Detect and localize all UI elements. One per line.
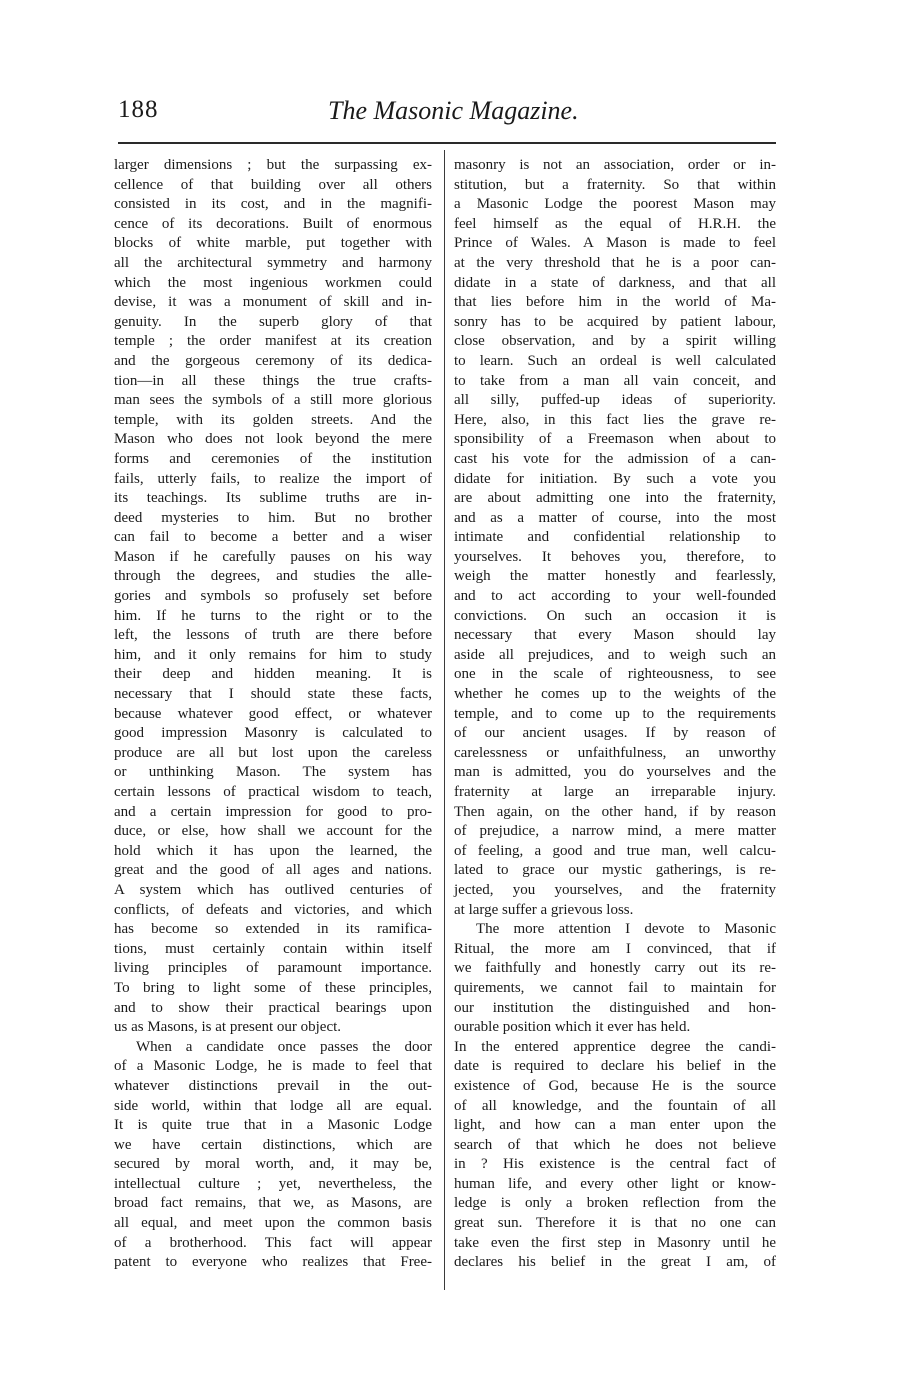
text-line: man sees the symbols of a still more glorious bbox=[114, 392, 432, 409]
text-line: at large suffer a grievous loss. bbox=[454, 901, 634, 918]
text-line: existence of God, because He is the source bbox=[454, 1077, 776, 1094]
text-line: necessary that every Mason should lay bbox=[454, 627, 776, 644]
left-column bbox=[114, 156, 432, 1273]
text-line: To bring to light some of these principles, bbox=[114, 979, 432, 996]
text-line: didate in a state of darkness, and that all bbox=[454, 274, 776, 291]
text-line: man is admitted, you do yourselves and the bbox=[454, 764, 776, 781]
text-line: of prejudice, a narrow mind, a mere matter bbox=[454, 823, 776, 840]
text-line: sponsibility of a Freemason when about to bbox=[454, 431, 776, 448]
text-line: side world, within that lodge all are equal. bbox=[114, 1097, 432, 1114]
text-line: quirements, we cannot fail to maintain for bbox=[454, 979, 776, 996]
text-line: fails, utterly fails, to realize the import of bbox=[114, 470, 432, 487]
text-line: that lies before him in the world of Ma- bbox=[454, 294, 776, 311]
text-line: can fail to become a better and a wiser bbox=[114, 529, 432, 546]
text-line: yourselves. It behoves you, therefore, to bbox=[454, 548, 776, 565]
text-line: declares his belief in the great I am, of bbox=[454, 1254, 776, 1271]
text-line: necessary that I should state these facts, bbox=[114, 686, 432, 703]
text-line: us as Masons, is at present our object. bbox=[114, 1019, 342, 1036]
text-line: hold which it has upon the learned, the bbox=[114, 842, 432, 859]
text-line: all the architectural symmetry and harmony bbox=[114, 254, 432, 271]
text-line: Here, also, in this fact lies the grave re- bbox=[454, 411, 776, 428]
text-line: conflicts, of defeats and victories, and which bbox=[114, 901, 432, 918]
text-line: of a Masonic Lodge, he is made to feel that bbox=[114, 1058, 432, 1075]
text-line: blocks of white marble, put together with bbox=[114, 235, 432, 252]
text-line: ourable position which it ever has held. bbox=[454, 1019, 691, 1036]
text-line: and as a matter of course, into the most bbox=[454, 509, 776, 526]
text-line: devise, it was a monument of skill and in- bbox=[114, 294, 432, 311]
text-line: date is required to declare his belief in the bbox=[454, 1058, 776, 1075]
page-number: 188 bbox=[118, 96, 159, 123]
text-line: lated to grace our mystic gatherings, is re- bbox=[454, 862, 776, 879]
text-line: Then again, on the other hand, if by reason bbox=[454, 803, 776, 820]
text-line: good impression Masonry is calculated to bbox=[114, 725, 432, 742]
text-line: tion—in all these things the true crafts- bbox=[114, 372, 432, 389]
text-line: temple, with its golden streets. And the bbox=[114, 411, 432, 428]
text-line: we have certain distinctions, which are bbox=[114, 1136, 432, 1153]
column-divider bbox=[444, 150, 445, 1290]
text-line: all silly, puffed-up ideas of superiority. bbox=[454, 392, 776, 409]
text-line: or unthinking Mason. The system has bbox=[114, 764, 432, 781]
text-line: him. If he turns to the right or to the bbox=[114, 607, 432, 624]
text-line: of feeling, a good and true man, well calcu- bbox=[454, 842, 776, 859]
text-line: whether he comes up to the weights of the bbox=[454, 686, 776, 703]
text-line: and the gorgeous ceremony of its dedica- bbox=[114, 352, 432, 369]
text-line: fraternity at large an irreparable injury. bbox=[454, 784, 776, 800]
text-line: take even the first step in Masonry until he bbox=[454, 1234, 776, 1251]
text-line: jected, you yourselves, and the fraternity bbox=[454, 881, 776, 898]
text-line: Ritual, the more am I convinced, that if bbox=[454, 940, 776, 957]
running-title: The Masonic Magazine. bbox=[328, 96, 579, 125]
text-line: The more attention I devote to Masonic bbox=[476, 921, 776, 938]
text-line: its teachings. Its sublime truths are in- bbox=[114, 490, 432, 507]
text-line: all equal, and meet upon the common basis bbox=[114, 1215, 432, 1232]
text-line: larger dimensions ; but the surpassing ex- bbox=[114, 157, 432, 173]
text-line: and a certain impression for good to pro- bbox=[114, 803, 432, 820]
text-line: which the most ingenious workmen could bbox=[114, 274, 432, 291]
text-line: stitution, but a fraternity. So that within bbox=[454, 176, 776, 193]
text-line: of our ancient usages. If by reason of bbox=[454, 725, 776, 742]
text-line: light, and how can a man enter upon the bbox=[454, 1117, 776, 1134]
text-line: gories and symbols so profusely set before bbox=[114, 588, 432, 605]
text-line: patent to everyone who realizes that Free- bbox=[114, 1254, 432, 1271]
text-line: whatever distinctions prevail in the out- bbox=[114, 1077, 432, 1094]
text-line: intimate and confidential relationship to bbox=[454, 529, 776, 546]
text-line: When a candidate once passes the door bbox=[136, 1038, 432, 1055]
text-line: certain lessons of practical wisdom to teach, bbox=[114, 784, 432, 800]
text-line: temple ; the order manifest at its creation bbox=[114, 333, 432, 350]
text-line: cellence of that building over all others bbox=[114, 176, 432, 193]
text-line: of a brotherhood. This fact will appear bbox=[114, 1234, 432, 1251]
text-line: living principles of paramount importance. bbox=[114, 960, 432, 977]
text-line: tions, must certainly contain within itself bbox=[114, 940, 432, 957]
text-line: intellectual culture ; yet, nevertheless, the bbox=[114, 1175, 432, 1192]
text-line: genuity. In the superb glory of that bbox=[114, 313, 432, 330]
text-line: to take from a man all vain conceit, and bbox=[454, 372, 776, 389]
text-line: left, the lessons of truth are there before bbox=[114, 627, 432, 644]
text-line: didate for initiation. By such a vote you bbox=[454, 470, 776, 487]
text-line: In the entered apprentice degree the candi- bbox=[454, 1038, 776, 1055]
page-header bbox=[118, 96, 776, 136]
text-line: It is quite true that in a Masonic Lodge bbox=[114, 1117, 432, 1134]
text-line: a Masonic Lodge the poorest Mason may bbox=[454, 196, 776, 213]
text-line: produce are all but lost upon the careless bbox=[114, 744, 432, 761]
header-rule bbox=[118, 142, 776, 144]
text-line: him, and it only remains for him to study bbox=[114, 646, 432, 663]
text-line: our institution the distinguished and hon- bbox=[454, 999, 776, 1016]
text-line: to learn. Such an ordeal is well calculated bbox=[454, 352, 776, 369]
text-line: at the very threshold that he is a poor can- bbox=[454, 254, 776, 271]
text-line: and to act according to your well-founded bbox=[454, 588, 776, 605]
text-line: and to show their practical bearings upon bbox=[114, 999, 432, 1016]
text-line: secured by moral worth, and, it may be, bbox=[114, 1156, 432, 1173]
text-line: cast his vote for the admission of a can- bbox=[454, 450, 776, 467]
text-line: are about admitting one into the fraternity, bbox=[454, 490, 776, 507]
text-line: has become so extended in its ramifica- bbox=[114, 921, 432, 938]
text-line: their deep and hidden meaning. It is bbox=[114, 666, 432, 683]
text-line: feel himself as the equal of H.R.H. the bbox=[454, 215, 776, 232]
text-line: A system which has outlived centuries of bbox=[114, 881, 432, 898]
text-line: Mason if he carefully pauses on his way bbox=[114, 548, 432, 565]
text-line: duce, or else, how shall we account for the bbox=[114, 823, 432, 840]
text-line: carelessness or unfaithfulness, an unworthy bbox=[454, 744, 776, 761]
text-line: great sun. Therefore it is that no one can bbox=[454, 1215, 776, 1232]
text-line: ledge is only a broken reflection from the bbox=[454, 1195, 776, 1212]
text-line: deed mysteries to him. But no brother bbox=[114, 509, 432, 526]
text-line: weigh the matter honestly and fearlessly, bbox=[454, 568, 776, 585]
text-line: Prince of Wales. A Mason is made to feel bbox=[454, 235, 776, 252]
text-line: we faithfully and honestly carry out its re- bbox=[454, 960, 776, 977]
text-line: close observation, and by a spirit willing bbox=[454, 333, 776, 350]
text-line: temple, and to come up to the requirements bbox=[454, 705, 776, 722]
text-line: consisted in its cost, and in the magnifi- bbox=[114, 196, 432, 213]
text-line: masonry is not an association, order or in- bbox=[454, 157, 776, 173]
text-line: cence of its decorations. Built of enormous bbox=[114, 215, 432, 232]
right-column bbox=[454, 156, 776, 1273]
text-line: broad fact remains, that we, as Masons, are bbox=[114, 1195, 432, 1212]
text-line: in ? His existence is the central fact of bbox=[454, 1156, 776, 1173]
text-line: sonry has to be acquired by patient labour, bbox=[454, 313, 776, 330]
text-line: forms and ceremonies of the institution bbox=[114, 450, 432, 467]
text-line: through the degrees, and studies the alle- bbox=[114, 568, 432, 585]
text-line: because whatever good effect, or whatever bbox=[114, 705, 432, 722]
text-line: one in the scale of righteousness, to see bbox=[454, 666, 776, 683]
text-line: human life, and every other light or know- bbox=[454, 1175, 776, 1192]
text-line: great and the good of all ages and nations. bbox=[114, 862, 432, 879]
text-line: aside all prejudices, and to weigh such an bbox=[454, 646, 776, 663]
text-line: convictions. On such an occasion it is bbox=[454, 607, 776, 624]
text-line: Mason who does not look beyond the mere bbox=[114, 431, 432, 448]
text-line: search of that which he does not believe bbox=[454, 1136, 776, 1153]
text-line: of all knowledge, and the fountain of all bbox=[454, 1097, 776, 1114]
